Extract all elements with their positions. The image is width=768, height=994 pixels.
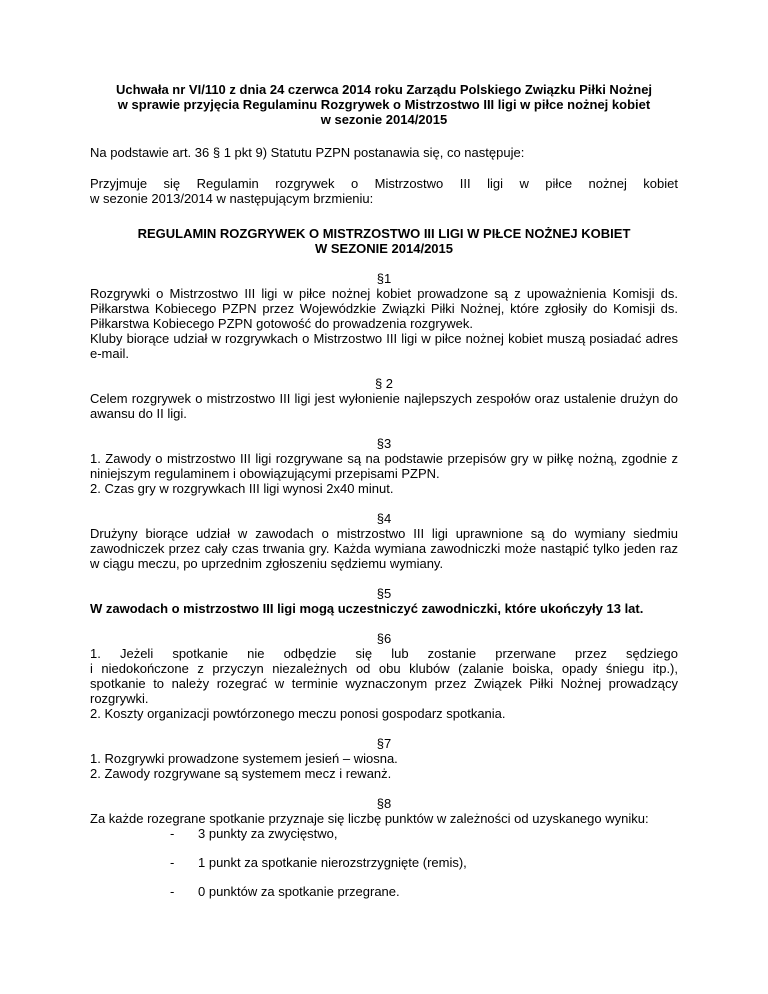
list-bullet: -	[170, 884, 175, 899]
list-item-text: 3 punkty za zwycięstwo,	[198, 826, 338, 841]
list-item	[90, 826, 678, 841]
section-7-paragraph-2: 2. Zawody rozgrywane są systemem mecz i rewanż.	[90, 766, 392, 781]
resolution-title	[90, 82, 678, 127]
section-4-paragraph-1: Drużyny biorące udział w zawodach o mistrzostwo III ligi uprawnione są do wymiany siedmiu zawodniczek przez cały czas trwania gry. Każda wymiana zawodniczki może nastąpić tylko jeden raz w ciągu meczu, po uprzednim zgłoszeniu sędziemu wymiany.	[90, 526, 678, 571]
adoption-paragraph	[90, 176, 678, 206]
section-8-paragraph-1: Za każde rozegrane spotkanie przyznaje się liczbę punktów w zależności od uzyskanego wyniku:	[90, 811, 649, 826]
resolution-title-line-2: w sprawie przyjęcia Regulaminu Rozgrywek o Mistrzostwo III ligi w piłce nożnej kobiet	[117, 97, 651, 112]
regulation-title	[90, 226, 678, 256]
section-5-paragraph-1: W zawodach o mistrzostwo III ligi mogą uczestniczyć zawodniczki, które ukończyły 13 lat.	[90, 601, 644, 616]
regulation-title-line-1: REGULAMIN ROZGRYWEK O MISTRZOSTWO III LIGI W PIŁCE NOŻNEJ KOBIET	[137, 226, 631, 241]
section-5	[90, 586, 678, 616]
section-2-paragraph-1: Celem rozgrywek o mistrzostwo III ligi jest wyłonienie najlepszych zespołów oraz ustalenie drużyn do awansu do II ligi.	[90, 391, 678, 421]
section-5-number: §5	[376, 586, 392, 601]
section-7	[90, 736, 678, 781]
section-6-paragraph-1	[90, 646, 678, 706]
section-7-paragraph-1: 1. Rozgrywki prowadzone systemem jesień – wiosna.	[90, 751, 398, 766]
resolution-title-line-3: w sezonie 2014/2015	[320, 112, 448, 127]
adoption-line-1: Przyjmuje się Regulamin rozgrywek o Mistrzostwo III ligi w piłce nożnej kobiet	[90, 176, 678, 191]
regulation-title-line-2: W SEZONIE 2014/2015	[314, 241, 453, 256]
section-8-number: §8	[376, 796, 392, 811]
section-1-paragraph-1: Rozgrywki o Mistrzostwo III ligi w piłce nożnej kobiet prowadzone są z upoważnienia Komisji ds. Piłkarstwa Kobiecego PZPN przez Wojewódzkie Związki Piłki Nożnej, które zgłosiły do Komisji ds. Piłkarstwa Kobiecego PZPN gotowość do prowadzenia rozgrywek.	[90, 286, 678, 331]
section-6-paragraph-2: 2. Koszty organizacji powtórzonego meczu ponosi gospodarz spotkania.	[90, 706, 506, 721]
section-7-number: §7	[376, 736, 392, 751]
section-3	[90, 436, 678, 496]
resolution-title-line-1: Uchwała nr VI/110 z dnia 24 czerwca 2014 roku Zarządu Polskiego Związku Piłki Nożnej	[115, 82, 653, 97]
section-8	[90, 796, 678, 899]
section-1-paragraph-2: Kluby biorące udział w rozgrywkach o Mistrzostwo III ligi w piłce nożnej kobiet muszą posiadać adres e-mail.	[90, 331, 678, 361]
section-2	[90, 376, 678, 421]
section-6	[90, 631, 678, 721]
list-item-text: 0 punktów za spotkanie przegrane.	[198, 884, 400, 899]
section-1-number: §1	[376, 271, 392, 286]
adoption-line-2: w sezonie 2013/2014 w następującym brzmieniu:	[90, 191, 374, 206]
list-item	[90, 855, 678, 870]
section-2-number: § 2	[374, 376, 394, 391]
section-6-number: §6	[376, 631, 392, 646]
section-3-paragraph-1: 1. Zawody o mistrzostwo III ligi rozgrywane są na podstawie przepisów gry w piłkę nożną, zgodnie z niniejszym regulaminem i obowiązującymi przepisami PZPN.	[90, 451, 678, 481]
section-6-paragraph-1-line-1: 1. Jeżeli spotkanie nie odbędzie się lub zostanie przerwane przez sędziego	[90, 646, 678, 661]
legal-basis-paragraph: Na podstawie art. 36 § 1 pkt 9) Statutu PZPN postanawia się, co następuje:	[90, 145, 525, 160]
list-item	[90, 884, 678, 899]
section-6-paragraph-1-rest: i niedokończone z przyczyn niezależnych od obu klubów (zalanie boiska, opady śniegu itp.), spotkanie to należy rozegrać w terminie wyznaczonym przez Związek Piłki Nożnej prowadzący rozgrywki.	[90, 661, 678, 706]
points-list	[90, 826, 678, 899]
list-bullet: -	[170, 855, 175, 870]
section-3-paragraph-2: 2. Czas gry w rozgrywkach III ligi wynosi 2x40 minut.	[90, 481, 394, 496]
section-1	[90, 271, 678, 361]
section-4-number: §4	[376, 511, 392, 526]
section-4	[90, 511, 678, 571]
section-3-number: §3	[376, 436, 392, 451]
list-item-text: 1 punkt za spotkanie nierozstrzygnięte (remis),	[198, 855, 467, 870]
list-bullet: -	[170, 826, 175, 841]
